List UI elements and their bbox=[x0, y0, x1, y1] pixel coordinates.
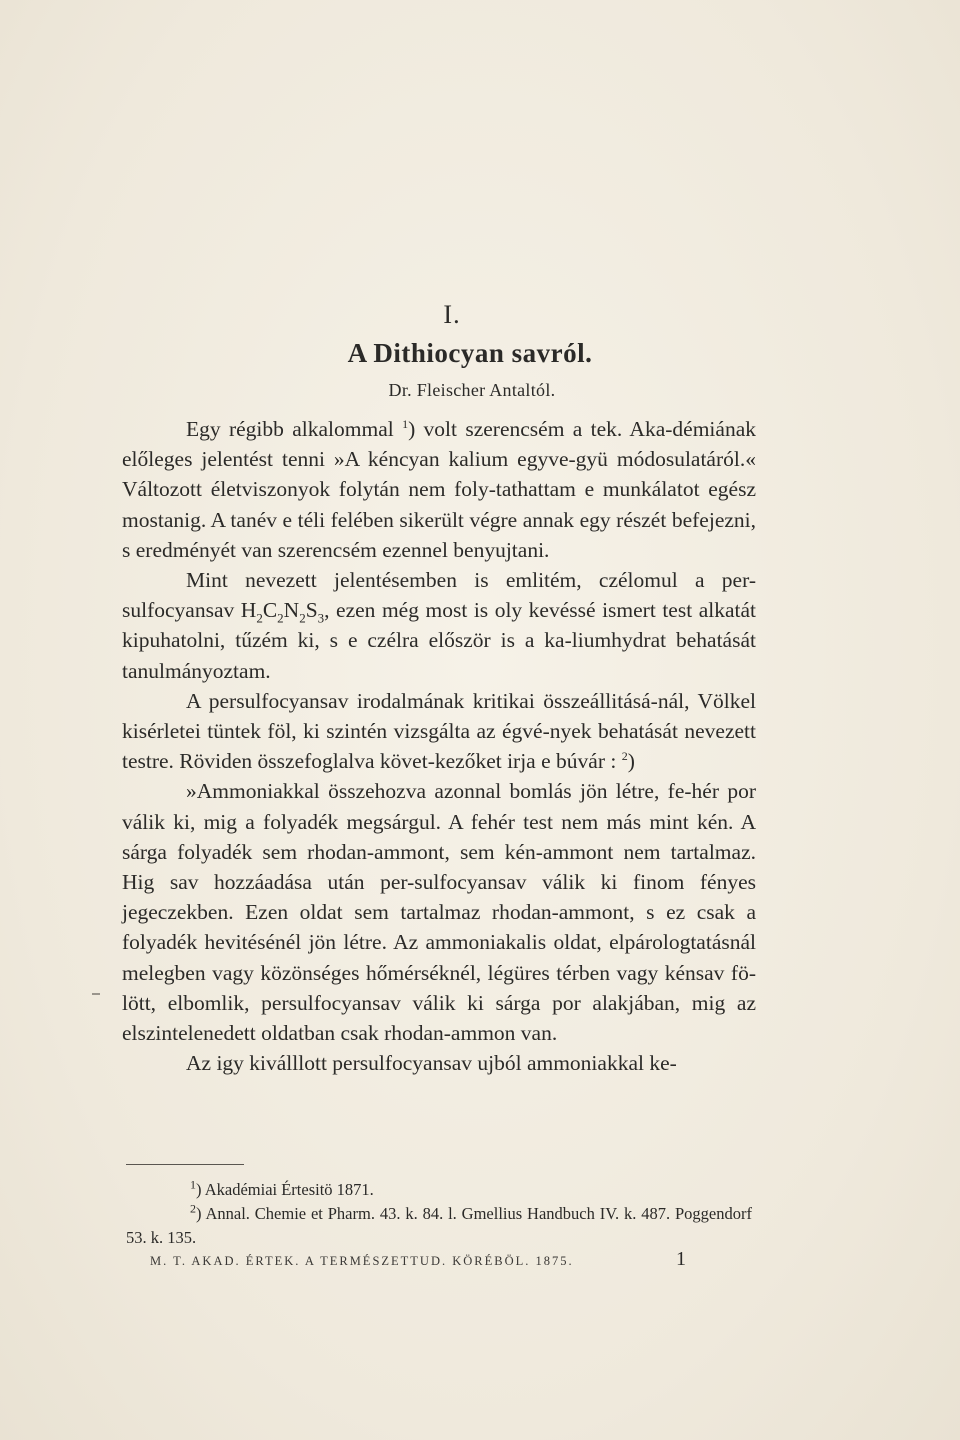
formula-element: C bbox=[262, 598, 278, 623]
footnote-ref-2: 2 bbox=[621, 749, 628, 764]
footnotes bbox=[126, 1178, 752, 1250]
running-footer: M. T. AKAD. ÉRTEK. A TERMÉSZETTUD. KÖRÉBÖL. 1875. bbox=[150, 1254, 574, 1268]
paragraph-4-quotation: »Ammoniakkal összehozva azonnal bomlás jön létre, fe-hér por válik ki, mig a folyadék megsárgul. A fehér test nem más mint kén. A sárga folyadék sem rhodan-ammont, sem kén-ammont nem tartalmaz. Hig sav hozzáadása után per-sulfocyansav válik ki finom fényes jegeczekben. Ezen oldat sem tartalmaz rhodan-ammont, s ez csak a folyadék hevitésénél jön létre. Az ammoniakalis oldat, elpárologtatásnál melegben vagy közönséges hőmérséknél, légüres térben vagy kénsav fö-lött, elbomlik, persulfocyansav válik ki sárga por alakjában, mig az elszintelenedett oldatban csak rhodan-ammon van. bbox=[122, 779, 756, 1046]
chemical-formula bbox=[240, 598, 325, 626]
footnote-2: $^2$) Annal. Chemie et Pharm. 43. k. 84. l. Gmellius Handbuch IV. k. 487. Poggendorf 53. k. 135. bbox=[126, 1201, 752, 1247]
margin-mark bbox=[92, 993, 100, 995]
formula-element: H bbox=[240, 598, 257, 623]
chapter-numeral: I. bbox=[443, 300, 461, 329]
formula-subscript: 2 bbox=[299, 610, 306, 626]
article-title: A Dithiocyan savról. bbox=[347, 338, 593, 368]
article-author: Dr. Fleischer Antaltól. bbox=[388, 380, 556, 400]
footnote-divider bbox=[126, 1164, 244, 1165]
paragraph-1: Egy régibb alkalommal $^1$) volt szerencsém a tek. Aka-démiának előleges jelentést tenni »A kéncyan kalium egyve-gyü módosulatáról.« Változott életviszonyok folytán nem foly-tathattam e munkálatot egész mostanig. A tanév e téli felében sikerült végre annak egy részét befejezni, s eredményét van szerencsém ezennel benyujtani. bbox=[122, 416, 756, 562]
footnote-ref-1: 1 bbox=[402, 416, 409, 431]
formula-element: N bbox=[283, 598, 300, 623]
page-number: 1 bbox=[676, 1248, 686, 1270]
footnote-1: $^1$) Akadémiai Értesitö 1871. bbox=[190, 1177, 374, 1199]
formula-subscript: 2 bbox=[256, 610, 263, 626]
paragraph-5: Az igy kiválllott persulfocyansav ujból ammoniakkal ke- bbox=[186, 1051, 677, 1076]
formula-subscript: 3 bbox=[317, 610, 325, 626]
article-body bbox=[122, 414, 756, 1078]
formula-element: S bbox=[305, 598, 318, 623]
paragraph-2: Mint nevezett jelentésemben is emlitém, czélomul a per-sulfocyansav $H_2C_2N_2S_3$, ezen még most is oly kevéssé ismert test alkatát kipuhatolni, tűzém ki, s e czélra először is a ka-liumhydrat behatását tanulmányoztam. bbox=[122, 568, 757, 683]
paragraph-3: A persulfocyansav irodalmának kritikai összeállitásá-nál, Völkel kisérletei tüntek föl, ki szintén vizsgálta az égvé-nyek behatását nevezett testre. Röviden összefoglalva követ-kezőket irja e búvár : $^2$) bbox=[122, 688, 756, 774]
formula-subscript: 2 bbox=[277, 610, 284, 626]
